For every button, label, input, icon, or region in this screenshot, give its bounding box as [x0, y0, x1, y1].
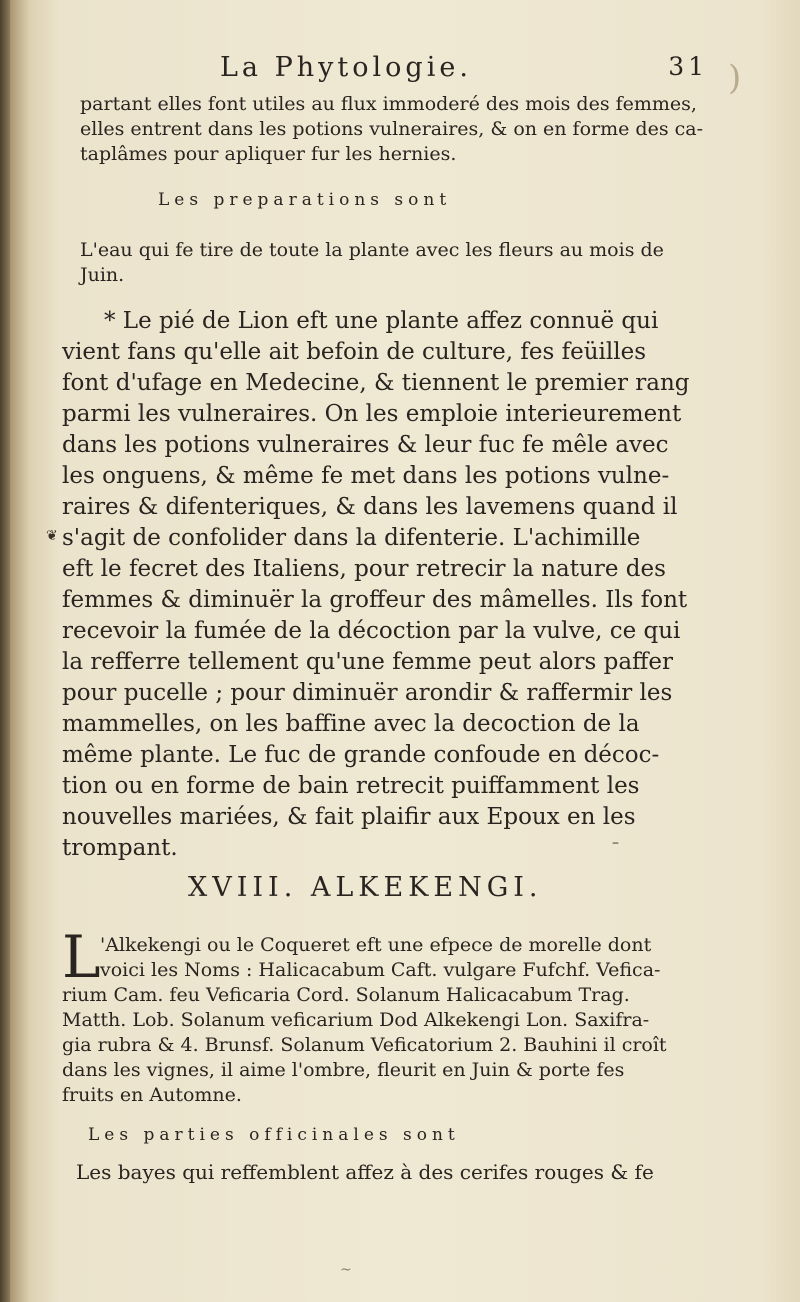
text-line: rium Cam. feu Veficaria Cord. Solanum Halicacabum Trag.	[62, 984, 630, 1006]
alkekengi-paragraph	[88, 933, 688, 983]
text-line: elles entrent dans les potions vulneraires, & on en forme des ca-	[80, 118, 703, 140]
text-line: * Le pié de Lion eft une plante affez connuë qui	[104, 308, 659, 334]
text-line: nouvelles mariées, & fait plaifir aux Epoux en les	[62, 804, 636, 830]
text-line: les onguens, & même fe met dans les potions vulne-	[62, 463, 670, 489]
text-line: Matth. Lob. Solanum veficarium Dod Alkekengi Lon. Saxifra-	[62, 1009, 650, 1031]
rubric-parties: Les parties officinales sont	[88, 1125, 460, 1145]
text-line: tion ou en forme de bain retrecit puiffamment les	[62, 773, 640, 799]
text-line: fruits en Automne.	[62, 1084, 242, 1106]
text-line: la refferre tellement qu'une femme peut alors paffer	[62, 649, 673, 675]
text-line: mammelles, on les baffine avec la decoction de la	[62, 711, 640, 737]
text-line: Juin.	[80, 264, 125, 286]
text-line: pour pucelle ; pour diminuër arondir & raffermir les	[62, 680, 673, 706]
text-line: s'agit de confolider dans la difenterie. L'achimille	[62, 525, 641, 551]
text-line: recevoir la fumée de la décoction par la vulve, ce qui	[62, 618, 681, 644]
alkekengi-paragraph-cont	[62, 983, 692, 1108]
section-title: XVIII. ALKEKENGI.	[188, 872, 543, 903]
text-line: trompant.	[62, 835, 178, 861]
running-header	[220, 52, 720, 92]
main-paragraph	[62, 306, 692, 864]
intro-paragraph	[80, 92, 710, 167]
text-line: partant elles font utiles au flux immoderé des mois des femmes,	[80, 93, 697, 115]
header-title: La Phytologie.	[220, 52, 472, 83]
text-line: parmi les vulneraires. On les emploie interieurement	[62, 401, 682, 427]
text-line: dans les potions vulneraires & leur fuc fe mêle avec	[62, 432, 669, 458]
text-line: vient fans qu'elle ait befoin de culture, fes feüilles	[62, 339, 647, 365]
text-line: L'eau qui fe tire de toute la plante avec les fleurs au mois de	[80, 239, 664, 261]
text-line: 'Alkekengi ou le Coqueret eft une efpece de morelle dont	[100, 934, 652, 956]
text-line: dans les vignes, il aime l'ombre, fleurit en Juin & porte fes	[62, 1059, 625, 1081]
catchword-mark-icon: ~	[340, 1262, 352, 1278]
text-line: font d'ufage en Medecine, & tiennent le premier rang	[62, 370, 690, 396]
rubric-preparations: Les preparations sont	[158, 190, 452, 210]
text-line: taplâmes pour apliquer fur les hernies.	[80, 143, 457, 165]
text-line: Les bayes qui reffemblent affez à des cerifes rouges & fe	[76, 1160, 654, 1184]
text-line: gia rubra & 4. Brunsf. Solanum Veficatorium 2. Bauhini il croît	[62, 1034, 667, 1056]
last-paragraph	[76, 1160, 706, 1185]
drop-cap: L	[62, 923, 101, 991]
page-number: 31	[668, 52, 708, 81]
text-line: raires & difenteriques, & dans les lavemens quand il	[62, 494, 678, 520]
margin-bracket: )	[728, 58, 742, 98]
text-line: eft le fecret des Italiens, pour retrecir la nature des	[62, 556, 666, 582]
book-spine	[0, 0, 10, 1302]
text-line: voici les Noms : Halicacabum Caft. vulgare Fufchf. Vefica-	[100, 959, 661, 981]
text-line: femmes & diminuër la groffeur des mâmelles. Ils font	[62, 587, 688, 613]
text-line: même plante. Le fuc de grande confoude en décoc-	[62, 742, 660, 768]
eau-paragraph	[80, 238, 710, 288]
margin-mark-icon: ❦	[46, 528, 58, 544]
dash-mark-icon: –	[612, 835, 619, 851]
